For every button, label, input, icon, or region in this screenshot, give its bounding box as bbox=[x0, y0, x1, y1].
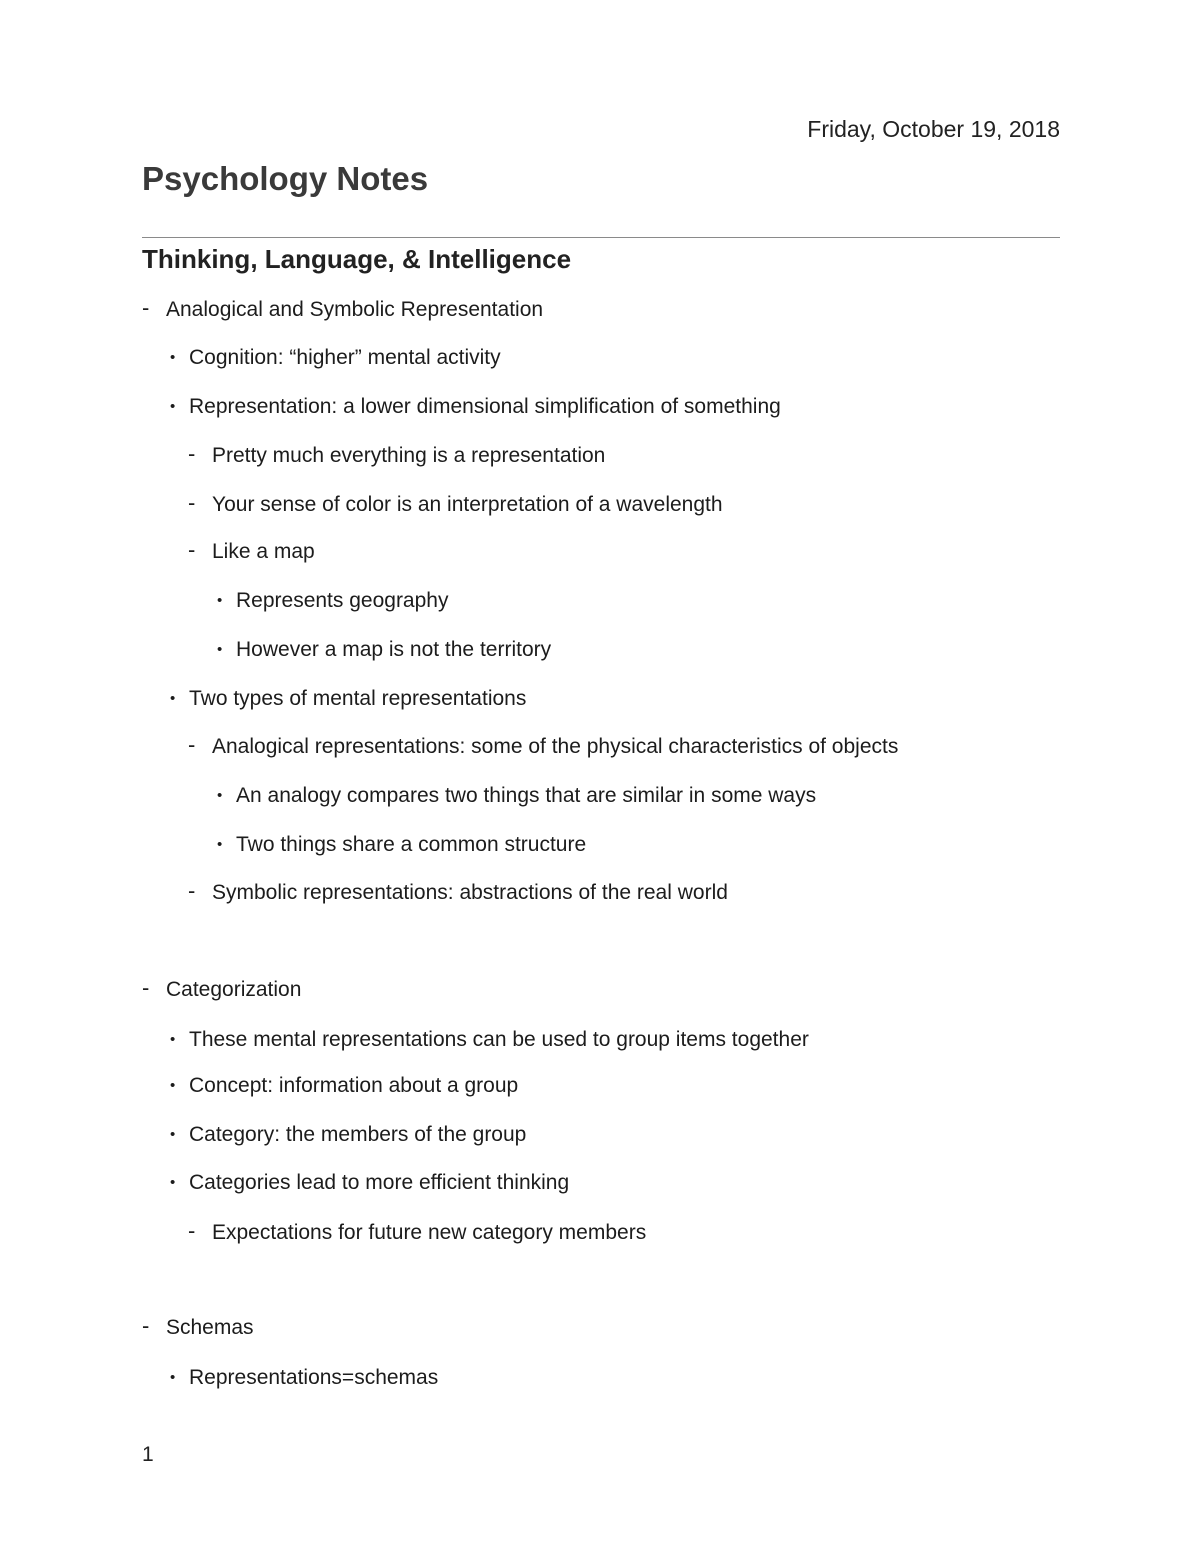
dash-marker: - bbox=[142, 295, 150, 320]
note-line-geography bbox=[217, 589, 449, 613]
note-line-cognition bbox=[170, 346, 501, 370]
note-text: Concept: information about a group bbox=[189, 1074, 519, 1097]
page-title: Psychology Notes bbox=[142, 160, 429, 197]
bullet-marker: • bbox=[217, 641, 223, 658]
note-text: Pretty much everything is a representation bbox=[212, 444, 606, 467]
section-heading: Thinking, Language, & Intelligence bbox=[142, 244, 572, 274]
note-text: Representation: a lower dimensional simplification of something bbox=[189, 395, 781, 418]
dash-marker: - bbox=[142, 975, 150, 1000]
note-text: Symbolic representations: abstractions of the real world bbox=[212, 881, 728, 904]
note-line-group-items bbox=[170, 1028, 809, 1052]
note-line-everything bbox=[188, 441, 606, 468]
note-line-map bbox=[188, 537, 315, 564]
bullet-marker: • bbox=[170, 1031, 176, 1048]
note-line-analogy bbox=[217, 784, 817, 808]
note-line-representations-schemas bbox=[170, 1366, 439, 1390]
dash-marker: - bbox=[188, 537, 196, 562]
bullet-marker: • bbox=[170, 1174, 176, 1191]
note-text: Representations=schemas bbox=[189, 1366, 439, 1389]
note-line-schemas bbox=[142, 1313, 254, 1340]
note-line-efficient bbox=[170, 1171, 570, 1195]
note-line-color bbox=[188, 490, 723, 517]
note-text: Cognition: “higher” mental activity bbox=[189, 346, 501, 369]
note-text: Categories lead to more efficient thinking bbox=[189, 1171, 570, 1194]
note-line-category bbox=[170, 1123, 527, 1147]
note-text: Categorization bbox=[166, 978, 302, 1001]
note-text: Two things share a common structure bbox=[236, 833, 587, 856]
note-line-symbolic-rep bbox=[188, 878, 728, 905]
note-line-analogical-symbolic bbox=[142, 295, 544, 322]
note-text: Your sense of color is an interpretation of a wavelength bbox=[212, 493, 723, 516]
note-text: Expectations for future new category members bbox=[212, 1221, 647, 1244]
bullet-marker: • bbox=[217, 592, 223, 609]
note-text: Analogical and Symbolic Representation bbox=[166, 298, 544, 321]
note-text: Schemas bbox=[166, 1316, 254, 1339]
date-label: Friday, October 19, 2018 bbox=[807, 116, 1060, 142]
note-text: These mental representations can be used to group items together bbox=[189, 1028, 809, 1051]
bullet-marker: • bbox=[217, 787, 223, 804]
note-text: Analogical representations: some of the physical characteristics of objects bbox=[212, 735, 899, 758]
note-line-representation bbox=[170, 395, 781, 419]
note-text: However a map is not the territory bbox=[236, 638, 552, 661]
note-text: Like a map bbox=[212, 540, 315, 563]
bullet-marker: • bbox=[170, 1126, 176, 1143]
note-text: Represents geography bbox=[236, 589, 449, 612]
note-text: An analogy compares two things that are similar in some ways bbox=[236, 784, 817, 807]
bullet-marker: • bbox=[170, 1369, 176, 1386]
note-line-expectations bbox=[188, 1218, 647, 1245]
dash-marker: - bbox=[142, 1313, 150, 1338]
bullet-marker: • bbox=[170, 1077, 176, 1094]
note-text: Category: the members of the group bbox=[189, 1123, 527, 1146]
bullet-marker: • bbox=[170, 349, 176, 366]
note-line-analogical-rep bbox=[188, 732, 899, 759]
note-line-territory bbox=[217, 638, 552, 662]
note-line-concept bbox=[170, 1074, 519, 1098]
note-line-two-types bbox=[170, 687, 527, 711]
bullet-marker: • bbox=[170, 398, 176, 415]
dash-marker: - bbox=[188, 490, 196, 515]
bullet-marker: • bbox=[217, 836, 223, 853]
note-line-common-structure bbox=[217, 833, 587, 857]
dash-marker: - bbox=[188, 441, 196, 466]
note-text: Two types of mental representations bbox=[189, 687, 527, 710]
note-line-categorization bbox=[142, 975, 302, 1002]
page-number: 1 bbox=[142, 1443, 154, 1466]
dash-marker: - bbox=[188, 1218, 196, 1243]
bullet-marker: • bbox=[170, 690, 176, 707]
title-rule bbox=[142, 237, 1060, 238]
dash-marker: - bbox=[188, 732, 196, 757]
dash-marker: - bbox=[188, 878, 196, 903]
